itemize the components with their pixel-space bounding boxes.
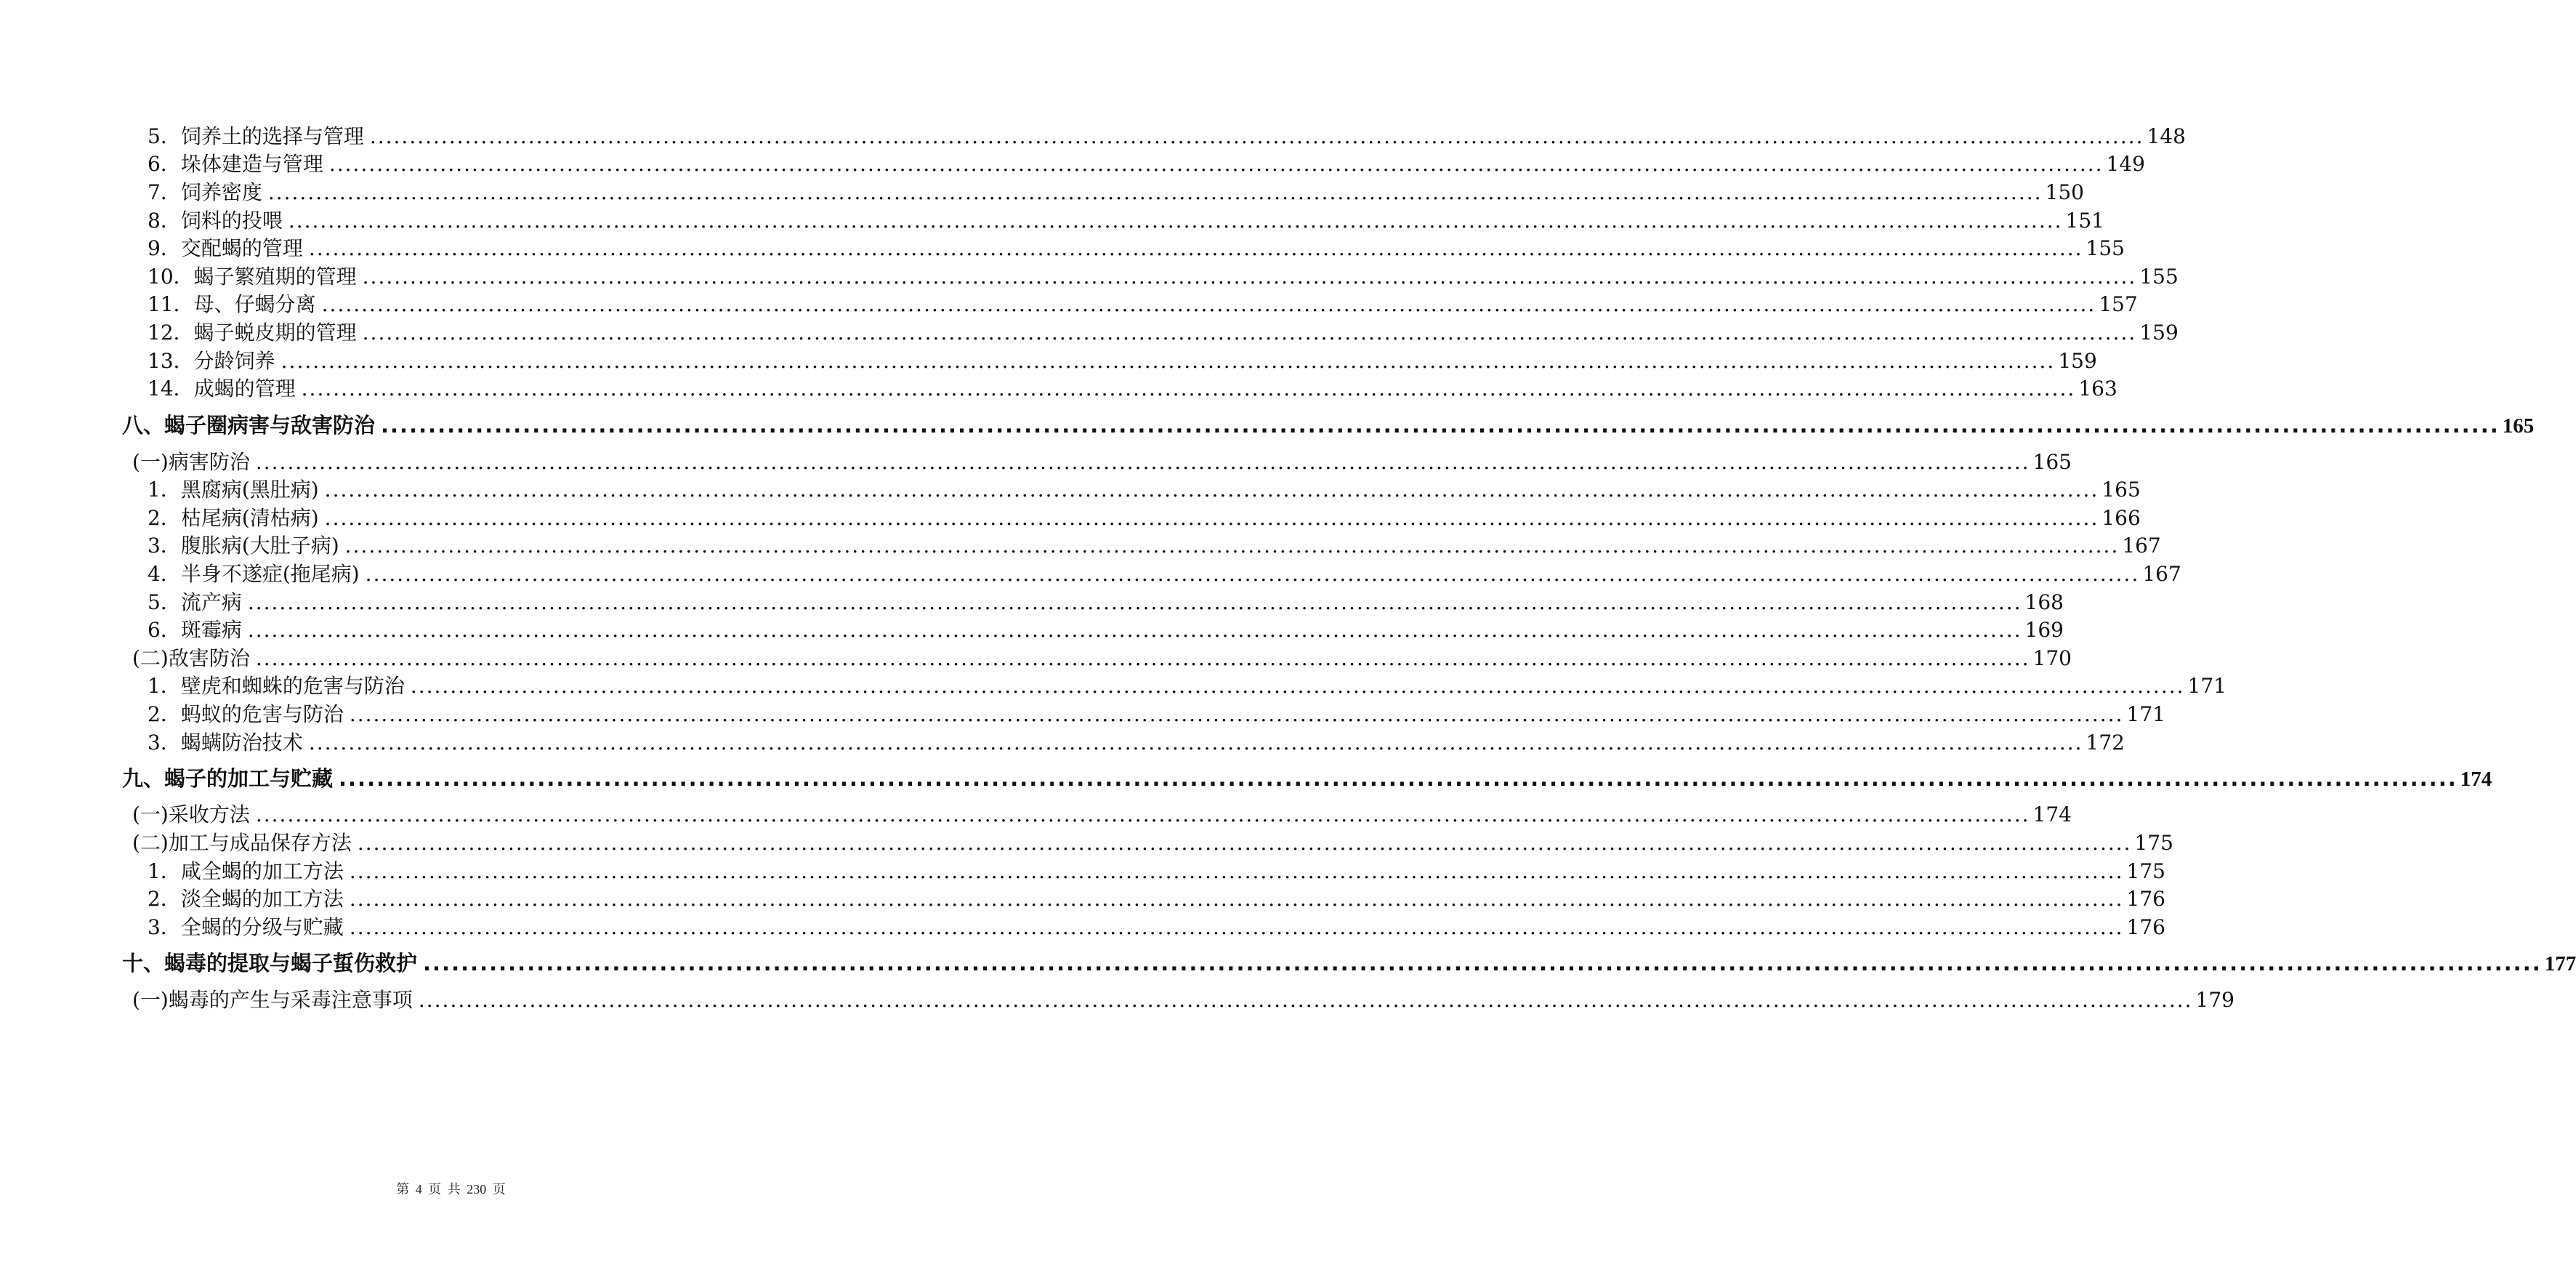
- toc-entry[interactable]: [148, 502, 2141, 531]
- toc-chapter-label: 十、蝎毒的提取与蝎子蜇伤救护: [122, 951, 418, 976]
- toc-entry-label: 3．腹胀病(大肚子病): [148, 534, 339, 558]
- toc-page-number: 155: [2139, 265, 2179, 289]
- toc-entry[interactable]: [148, 177, 2084, 206]
- toc-entry-label: 1．黑腐病(黑肚病): [148, 478, 319, 502]
- toc-dot-leader: ................................................................................................................................................................................................................................: [324, 478, 2099, 502]
- toc-page-number: 176: [2126, 915, 2165, 939]
- toc-page-number: 157: [2099, 292, 2138, 316]
- toc-page-number: 167: [2142, 562, 2181, 586]
- toc-page-number: 149: [2106, 152, 2145, 176]
- toc-page-number: 159: [2139, 321, 2179, 345]
- toc-dot-leader: ................................................................................................................................................................................................................................: [255, 803, 2030, 826]
- toc-entry-label: 9．交配蝎的管理: [148, 236, 303, 260]
- toc-entry-label: 8．饲料的投喂: [148, 209, 283, 233]
- toc-dot-leader: ................................................................................................................................................................................................................................: [288, 209, 2063, 233]
- toc-page-number: 171: [2187, 674, 2226, 698]
- toc-entry-label: 5．流产病: [148, 590, 242, 614]
- toc-dot-leader: ................................................................................................................................................................................................................................: [362, 321, 2137, 345]
- toc-dot-leader: ................................................................................................................................................................................................................................: [349, 915, 2124, 939]
- toc-dot-leader: ................................................................................................................................................................................................................................: [423, 951, 2542, 976]
- toc-dot-leader: ................................................................................................................................................................................................................................: [308, 731, 2083, 755]
- toc-section-entry[interactable]: [132, 446, 2072, 475]
- toc-dot-leader: ................................................................................................................................................................................................................................: [362, 265, 2137, 289]
- toc-entry[interactable]: [148, 912, 2165, 941]
- toc-dot-leader: ................................................................................................................................................................................................................................: [418, 988, 2193, 1012]
- toc-entry[interactable]: [148, 233, 2125, 262]
- toc-entry[interactable]: [148, 587, 2064, 616]
- toc-entry-label: 2．枯尾病(清枯病): [148, 506, 319, 530]
- toc-page-number: 175: [2126, 859, 2165, 883]
- toc-entry-label: 2．淡全蝎的加工方法: [148, 887, 344, 911]
- toc-page-number: 179: [2195, 988, 2234, 1012]
- toc-page-number: 170: [2032, 646, 2072, 670]
- toc-entry[interactable]: [148, 530, 2161, 559]
- toc-page-number: 150: [2045, 180, 2084, 204]
- toc-entry[interactable]: [148, 883, 2165, 912]
- toc-dot-leader: ................................................................................................................................................................................................................................: [339, 766, 2458, 791]
- toc-chapter-entry[interactable]: [122, 409, 2535, 438]
- toc-entry-label: (二)加工与成品保存方法: [132, 831, 352, 855]
- toc-dot-leader: ................................................................................................................................................................................................................................: [255, 450, 2030, 474]
- toc-chapter-label: 八、蝎子圈病害与敌害防治: [122, 413, 376, 438]
- toc-chapter-label: 九、蝎子的加工与贮藏: [122, 766, 334, 791]
- toc-dot-leader: ................................................................................................................................................................................................................................: [349, 859, 2124, 883]
- toc-entry[interactable]: [148, 614, 2064, 643]
- toc-entry[interactable]: [148, 121, 2186, 150]
- toc-entry-label: (二)敌害防治: [132, 646, 250, 670]
- toc-page-number: 167: [2122, 534, 2161, 558]
- toc-section-entry[interactable]: [132, 827, 2173, 856]
- toc-entry-label: (一)采收方法: [132, 803, 250, 826]
- toc-entry-label: 11．母、仔蝎分离: [148, 292, 316, 316]
- toc-page-number: 165: [2502, 414, 2535, 438]
- toc-section-entry[interactable]: [132, 799, 2072, 828]
- toc-page-number: 172: [2086, 731, 2125, 755]
- toc-entry-label: 7．饲养密度: [148, 180, 262, 204]
- toc-entry-label: 6．斑霉病: [148, 618, 242, 642]
- toc-entry[interactable]: [148, 474, 2141, 503]
- toc-entry-label: 1．咸全蝎的加工方法: [148, 859, 344, 883]
- toc-dot-leader: ................................................................................................................................................................................................................................: [349, 702, 2124, 726]
- toc-section-entry[interactable]: [132, 984, 2234, 1013]
- toc-page-number: 174: [2032, 803, 2072, 826]
- toc-dot-leader: ................................................................................................................................................................................................................................: [321, 292, 2096, 316]
- toc-page-number: 151: [2065, 209, 2104, 233]
- page-footer: 第 4 页 共 230 页: [396, 1182, 506, 1196]
- toc-entry[interactable]: [148, 699, 2165, 728]
- toc-dot-leader: ................................................................................................................................................................................................................................: [301, 377, 2076, 401]
- toc-page-number: 148: [2147, 124, 2186, 148]
- toc-entry-label: (一)病害防治: [132, 450, 250, 474]
- toc-dot-leader: ................................................................................................................................................................................................................................: [280, 349, 2056, 373]
- toc-entry-label: 14．成蝎的管理: [148, 377, 296, 401]
- toc-dot-leader: ................................................................................................................................................................................................................................: [255, 646, 2030, 670]
- toc-entry-label: 3．全蝎的分级与贮藏: [148, 915, 344, 939]
- toc-entry[interactable]: [148, 345, 2097, 374]
- toc-chapter-entry[interactable]: [122, 763, 2492, 792]
- toc-entry[interactable]: [148, 317, 2179, 346]
- toc-page-number: 166: [2101, 506, 2141, 530]
- toc-entry-label: 2．蚂蚁的危害与防治: [148, 702, 344, 726]
- toc-entry-label: 1．壁虎和蜘蛛的危害与防治: [148, 674, 405, 698]
- toc-entry-label: 6．垛体建造与管理: [148, 152, 323, 176]
- toc-dot-leader: ................................................................................................................................................................................................................................: [349, 887, 2124, 911]
- toc-dot-leader: ................................................................................................................................................................................................................................: [369, 124, 2144, 148]
- toc-page-number: 176: [2126, 887, 2165, 911]
- toc-entry-label: (一)蝎毒的产生与采毒注意事项: [132, 988, 413, 1012]
- toc-entry[interactable]: [148, 148, 2145, 177]
- toc-entry-label: 4．半身不遂症(拖尾病): [148, 562, 360, 586]
- toc-page-number: 168: [2024, 590, 2064, 614]
- toc-entry[interactable]: [148, 856, 2165, 885]
- toc-entry[interactable]: [148, 727, 2125, 756]
- toc-entry-label: 12．蝎子蜕皮期的管理: [148, 321, 357, 345]
- toc-page-number: 159: [2058, 349, 2097, 373]
- toc-entry-label: 3．蝎螨防治技术: [148, 731, 303, 755]
- toc-entry[interactable]: [148, 205, 2104, 234]
- toc-dot-leader: ................................................................................................................................................................................................................................: [357, 831, 2132, 855]
- toc-dot-leader: ................................................................................................................................................................................................................................: [247, 590, 2022, 614]
- toc-section-entry[interactable]: [132, 643, 2072, 672]
- toc-page-number: 155: [2086, 236, 2125, 260]
- toc-entry[interactable]: [148, 289, 2138, 318]
- toc-entry[interactable]: [148, 558, 2181, 587]
- toc-dot-leader: ................................................................................................................................................................................................................................: [344, 534, 2120, 558]
- toc-page-number: 169: [2024, 618, 2064, 642]
- toc-page-number: 175: [2134, 831, 2173, 855]
- toc-page-number: 165: [2101, 478, 2141, 502]
- toc-dot-leader: ................................................................................................................................................................................................................................: [410, 674, 2185, 698]
- toc-entry[interactable]: [148, 261, 2179, 290]
- toc-dot-leader: ................................................................................................................................................................................................................................: [365, 562, 2140, 586]
- toc-dot-leader: ................................................................................................................................................................................................................................: [328, 152, 2104, 176]
- toc-page-number: 165: [2032, 450, 2072, 474]
- toc-entry[interactable]: [148, 373, 2117, 402]
- toc-dot-leader: ................................................................................................................................................................................................................................: [324, 506, 2099, 530]
- toc-entry-label: 13．分龄饲养: [148, 349, 275, 373]
- toc-page-number: 163: [2078, 377, 2117, 401]
- toc-dot-leader: ................................................................................................................................................................................................................................: [247, 618, 2022, 642]
- toc-dot-leader: ................................................................................................................................................................................................................................: [381, 413, 2500, 438]
- toc-entry-label: 5．饲养土的选择与管理: [148, 124, 364, 148]
- toc-entry-label: 10．蝎子繁殖期的管理: [148, 265, 357, 289]
- toc-page-number: 177: [2544, 952, 2576, 976]
- toc-entry[interactable]: [148, 670, 2226, 699]
- toc-chapter-entry[interactable]: [122, 947, 2576, 976]
- toc-page-number: 171: [2126, 702, 2165, 726]
- toc-dot-leader: ................................................................................................................................................................................................................................: [267, 180, 2043, 204]
- toc-dot-leader: ................................................................................................................................................................................................................................: [308, 236, 2083, 260]
- toc-page-number: 174: [2460, 768, 2492, 791]
